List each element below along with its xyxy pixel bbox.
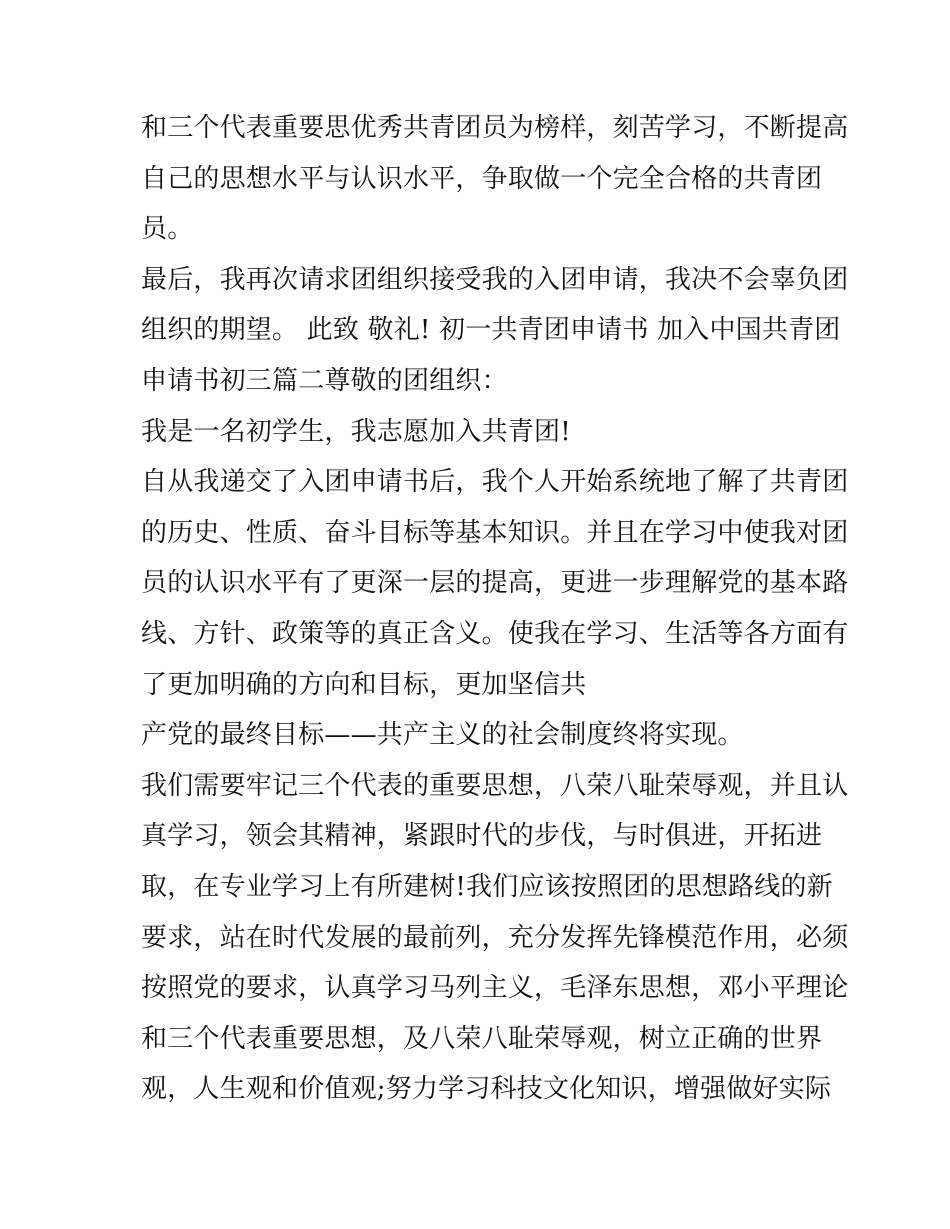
text-line-12: 了更加明确的方向和目标，更加坚信共 [141,669,587,700]
text-line-13: 产党的最终目标——共产主义的社会制度终将实现。 [141,720,744,751]
text-line-16: 取，在专业学习上有所建树!我们应该按照团的思想路线的新 [141,871,833,902]
text-line-19: 和三个代表重要思想，及八荣八耻荣辱观，树立正确的世界 [141,1023,823,1054]
text-line-8: 自从我递交了入团申请书后，我个人开始系统地了解了共青团 [141,467,849,498]
text-line-18: 按照党的要求，认真学习马列主义，毛泽东思想，邓小平理论 [141,973,849,1004]
text-line-14: 我们需要牢记三个代表的重要思想，八荣八耻荣辱观，并且认 [141,770,849,801]
body-text [141,103,849,1115]
text-line-7: 我是一名初学生，我志愿加入共青团! [141,416,571,447]
text-line-17: 要求，站在时代发展的最前列，充分发挥先锋模范作用，必须 [141,922,849,953]
text-line-9: 的历史、性质、奋斗目标等基本知识。并且在学习中使我对团 [141,517,849,548]
text-line-3: 员。 [141,214,194,245]
text-line-6: 申请书初三篇二尊敬的团组织： [141,365,508,396]
text-line-5: 组织的期望。 此致 敬礼! 初一共青团申请书 加入中国共青团 [141,315,841,346]
text-line-2: 自己的思想水平与认识水平，争取做一个完全合格的共青团 [141,163,823,194]
text-line-1: 和三个代表重要思优秀共青团员为榜样，刻苦学习，不断提高 [141,113,849,143]
text-line-4: 最后，我再次请求团组织接受我的入团申请，我决不会辜负团 [141,264,849,295]
text-line-20: 观，人生观和价值观;努力学习科技文化知识，增强做好实际 [141,1074,832,1105]
text-line-10: 员的认识水平有了更深一层的提高，更进一步理解党的基本路 [141,568,849,599]
text-line-11: 线、方针、政策等的真正含义。使我在学习、生活等各方面有 [141,618,849,649]
text-line-15: 真学习，领会其精神，紧跟时代的步伐，与时俱进，开拓进 [141,821,823,852]
